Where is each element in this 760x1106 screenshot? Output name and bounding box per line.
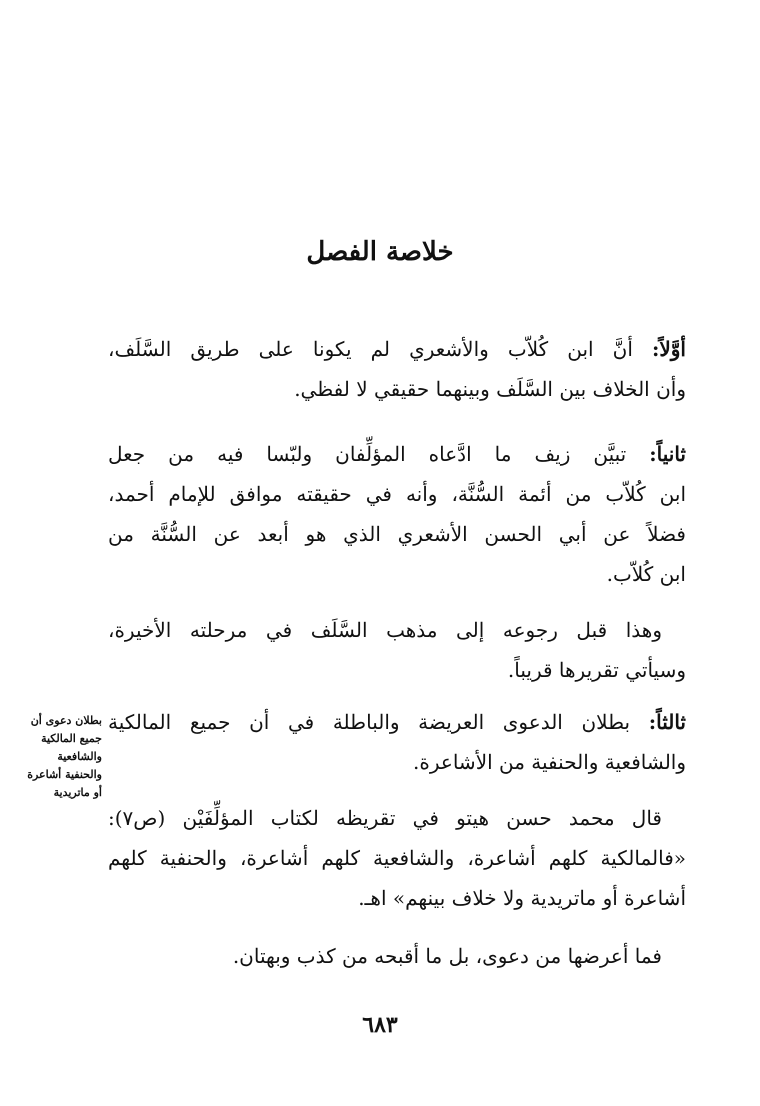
- point-second-line-4: ابن كُلاّب.: [606, 562, 686, 586]
- point-third-line-1: ثالثاً: بطلان الدعوى العريضة والباطلة في أن جميع المالكية: [108, 710, 686, 734]
- quote-line-2: «فالمالكية كلهم أشاعرة، والشافعية كلهم أشاعرة، والحنفية كلهم: [108, 846, 686, 870]
- point-third: [108, 702, 686, 782]
- point-second: [108, 434, 686, 594]
- point-second-line-1: ثانياً: تبيَّن زيف ما ادَّعاه المؤلِّفان ولبّسا فيه من جعل: [108, 442, 686, 466]
- quote-line-1: قال محمد حسن هيتو في تقريظه لكتاب المؤلِّفَيْن (ص٧):: [108, 806, 662, 830]
- point-first-label: أوَّلاً:: [651, 337, 686, 361]
- margin-note-line-2: جميع المالكية: [41, 732, 102, 745]
- chapter-summary-title: خلاصة الفصل: [306, 237, 454, 267]
- margin-note-line-1: بطلان دعوى أن: [30, 714, 102, 727]
- page-number: ٦٨٣: [362, 1012, 398, 1038]
- point-first-line-1: أوَّلاً: أنَّ ابن كُلاّب والأشعري لم يكونا على طريق السَّلَف،: [108, 337, 686, 361]
- second-followup-paragraph: [108, 610, 686, 690]
- point-second-line-3: فضلاً عن أبي الحسن الأشعري الذي هو أبعد عن السُّنَّة من: [108, 522, 686, 546]
- followup-line-1: وهذا قبل رجوعه إلى مذهب السَّلَف في مرحلته الأخيرة،: [108, 618, 662, 642]
- margin-note: [24, 712, 102, 802]
- followup-line-2: وسيأتي تقريرها قريباً.: [507, 658, 686, 682]
- point-third-label: ثالثاً:: [648, 710, 686, 734]
- quote-paragraph: [108, 798, 686, 918]
- margin-note-line-4: والحنفية أشاعرة: [27, 768, 102, 781]
- point-first: [108, 329, 686, 409]
- margin-note-line-5: أو ماتريدية: [53, 786, 102, 799]
- point-third-line-2: والشافعية والحنفية من الأشاعرة.: [413, 750, 686, 774]
- point-first-line-2: وأن الخلاف بين السَّلَف وبينهما حقيقي لا لفظي.: [294, 377, 686, 401]
- margin-note-line-3: والشافعية: [57, 750, 102, 763]
- point-second-label: ثانياً:: [649, 442, 686, 466]
- conclusion-paragraph: [108, 936, 686, 976]
- point-second-line-2: ابن كُلاّب من أئمة السُّنَّة، وأنه في حقيقته موافق للإمام أحمد،: [108, 482, 686, 506]
- quote-line-3: أشاعرة أو ماتريدية ولا خلاف بينهم» اهـ.: [358, 886, 686, 910]
- conclusion-line-1: فما أعرضها من دعوى، بل ما أقبحه من كذب وبهتان.: [232, 944, 662, 968]
